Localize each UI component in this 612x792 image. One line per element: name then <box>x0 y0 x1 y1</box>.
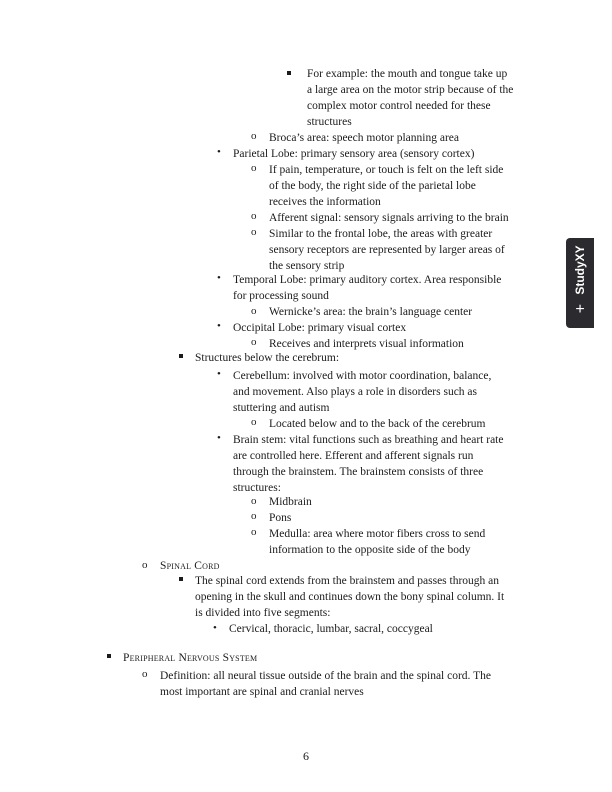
text-line: If pain, temperature, or touch is felt on the left side <box>269 164 504 176</box>
text-line: Midbrain <box>269 496 312 508</box>
text-line: For example: the mouth and tongue take up <box>307 68 508 80</box>
square-bullet <box>179 577 183 581</box>
text-line: Parietal Lobe: primary sensory area (sensory cortex) <box>233 148 475 160</box>
text-line: opening in the skull and continues down the bony spinal column. It <box>195 591 505 603</box>
text-line: through the brainstem. The brainstem consists of three <box>233 466 484 478</box>
text-line: Located below and to the back of the cerebrum <box>269 418 486 430</box>
text-line: Structures below the cerebrum: <box>195 352 340 364</box>
text-line: Cerebellum: involved with motor coordination, balance, <box>233 370 492 382</box>
text-line: Occipital Lobe: primary visual cortex <box>233 322 407 334</box>
text-line: Medulla: area where motor fibers cross to send <box>269 528 486 540</box>
text-line: for processing sound <box>233 290 329 302</box>
side-tab-label: StudyXY <box>573 245 587 295</box>
circle-bullet: o <box>251 130 257 142</box>
text-line: Receives and interprets visual information <box>269 338 464 350</box>
circle-bullet: o <box>251 162 257 174</box>
text-line: a large area on the motor strip because of the <box>307 84 514 96</box>
text-line: structures <box>307 116 352 128</box>
text-line: Wernicke’s area: the brain’s language center <box>269 306 473 318</box>
text-line: receives the information <box>269 196 381 208</box>
square-bullet <box>179 354 183 358</box>
text-line: are controlled here. Efferent and afferent signals run <box>233 450 474 462</box>
circle-bullet: o <box>251 305 257 317</box>
dot-bullet: • <box>217 272 221 284</box>
circle-bullet: o <box>142 668 148 680</box>
text-line: The spinal cord extends from the brainstem and passes through an <box>195 575 500 587</box>
circle-bullet: o <box>251 416 257 428</box>
text-line: structures: <box>233 482 281 494</box>
studyxy-side-tab[interactable] <box>566 238 594 328</box>
square-bullet <box>107 654 111 658</box>
text-line: most important are spinal and cranial nerves <box>160 686 364 698</box>
text-line: Pons <box>269 512 292 524</box>
text-line: Temporal Lobe: primary auditory cortex. Area responsible <box>233 274 502 286</box>
square-bullet <box>287 71 291 75</box>
dot-bullet: • <box>217 146 221 158</box>
text-line: Cervical, thoracic, lumbar, sacral, coccygeal <box>229 623 433 635</box>
circle-bullet: o <box>251 210 257 222</box>
circle-bullet: o <box>251 495 257 507</box>
dot-bullet: • <box>217 432 221 444</box>
dot-bullet: • <box>217 320 221 332</box>
dot-bullet: • <box>217 368 221 380</box>
text-line: is divided into five segments: <box>195 607 331 619</box>
section-heading: Peripheral Nervous System <box>123 652 258 664</box>
circle-bullet: o <box>251 336 257 348</box>
text-line: sensory receptors are represented by larger areas of <box>269 244 505 256</box>
circle-bullet: o <box>251 510 257 522</box>
text-line: and movement. Also plays a role in disorders such as <box>233 386 478 398</box>
section-heading: Spinal Cord <box>160 560 220 572</box>
text-line: Broca’s area: speech motor planning area <box>269 132 459 144</box>
plus-icon: + <box>575 301 585 318</box>
dot-bullet: • <box>213 622 217 634</box>
text-line: Afferent signal: sensory signals arriving to the brain <box>269 212 509 224</box>
text-line: of the body, the right side of the parietal lobe <box>269 180 476 192</box>
text-line: Similar to the frontal lobe, the areas with greater <box>269 228 493 240</box>
text-line: the sensory strip <box>269 260 345 272</box>
text-line: information to the opposite side of the body <box>269 544 471 556</box>
circle-bullet: o <box>251 226 257 238</box>
text-line: stuttering and autism <box>233 402 330 414</box>
circle-bullet: o <box>142 559 148 571</box>
text-line: Brain stem: vital functions such as breathing and heart rate <box>233 434 504 446</box>
text-line: Definition: all neural tissue outside of the brain and the spinal cord. The <box>160 670 491 682</box>
text-line: complex motor control needed for these <box>307 100 491 112</box>
circle-bullet: o <box>251 526 257 538</box>
page-number: 6 <box>303 749 309 763</box>
